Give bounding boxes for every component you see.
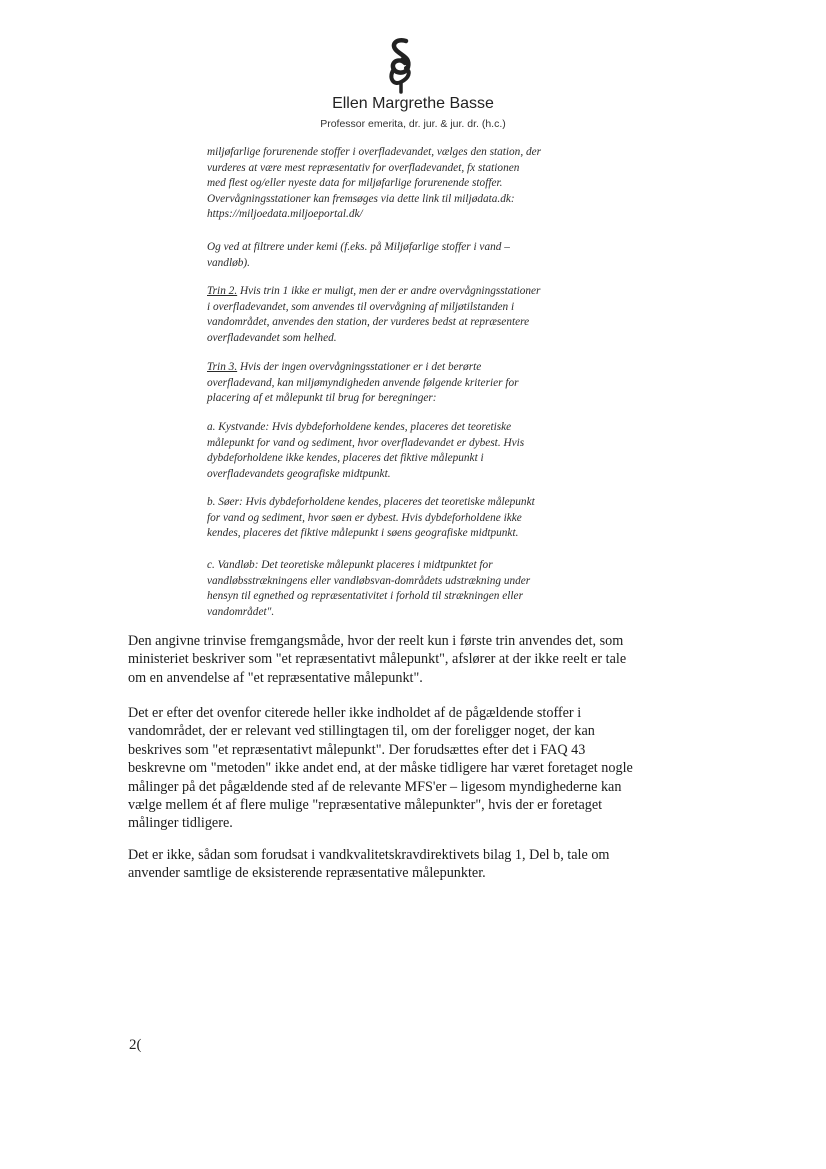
quote-line: kendes, placeres det fiktive målepunkt i søens geografiske midtpunkt. [207, 527, 519, 540]
quote-line: miljøfarlige forurenende stoffer i overfladevandet, vælges den station, der [207, 146, 542, 158]
quote-line: vurderes at være mest repræsentativ for overfladevandet, fx stationen [207, 161, 520, 174]
quote-line: overfladevandets geografiske midtpunkt. [207, 467, 391, 480]
quote-paragraph-5 [207, 420, 627, 482]
body-line: om en anvendelse af "et repræsentative målepunkt". [128, 669, 423, 686]
body-line: anvender samtlige de eksisterende repræsentative målepunkter. [128, 865, 486, 882]
quote-paragraph-7 [207, 558, 627, 620]
body-line: målinger tidligere. [128, 815, 233, 832]
body-paragraph-2 [128, 704, 708, 833]
step-label: Trin 2. [207, 285, 238, 297]
quote-line: vandløbsstrækningens eller vandløbsvan-dområdets udstrækning under [207, 574, 531, 587]
author-title: Professor emerita, dr. jur. & jur. dr. (h.c.) [320, 118, 506, 130]
quote-line: vandområdet, anvendes den station, der vurderes bedst at repræsentere [207, 316, 530, 329]
body-line: Det er efter det ovenfor citerede heller ikke indholdet af de pågældende stoffer i [128, 705, 582, 721]
body-paragraph-3 [128, 846, 708, 883]
quote-paragraph-4 [207, 360, 627, 407]
quote-line: dybdeforholdene ikke kendes, placeres det fiktive målepunkt i [207, 452, 484, 465]
body-line: Det er ikke, sådan som forudsat i vandkvalitetskravdirektivets bilag 1, Del b, tale om [128, 847, 610, 863]
quote-line: vandområdet". [207, 605, 275, 618]
body-line: ministeriet beskriver som "et repræsentativt målepunkt", afslører at der ikke reelt er tale [128, 651, 627, 668]
quote-paragraph-3 [207, 284, 627, 346]
body-line: Den angivne trinvise fremgangsmåde, hvor der reelt kun i første trin anvendes det, som [128, 633, 624, 649]
body-line: beskrives som "et repræsentativt målepunkt". Der forudsættes efter det i FAQ 43 [128, 741, 586, 758]
quote-paragraph-1 [207, 145, 627, 223]
quote-line: c. Vandløb: Det teoretiske målepunkt placeres i midtpunktet for [207, 559, 493, 571]
body-paragraph-1 [128, 632, 708, 687]
quote-paragraph-2 [207, 240, 627, 271]
quote-line: placering af et målepunkt til brug for beregninger: [207, 392, 437, 405]
quote-line: Hvis trin 1 ikke er muligt, men der er andre overvågningsstationer [237, 285, 541, 297]
quote-line: for vand og sediment, hvor søen er dybest. Hvis dybdeforholdene ikke [207, 511, 522, 524]
quote-line: b. Søer: Hvis dybdeforholdene kendes, placeres det teoretiske målepunkt [207, 496, 535, 508]
quote-line: målepunkt for vand og sediment, hvor overfladevandet er dybest. Hvis [207, 436, 525, 449]
body-line: målinger på det pågældende sted af de relevante MFS'er – ligesom myndighederne kan [128, 778, 622, 795]
quote-link: https://miljoedata.miljoeportal.dk/ [207, 208, 363, 221]
quote-line: med flest og/eller nyeste data for miljøfarlige forurenende stoffer. [207, 177, 503, 190]
quote-line: i overfladevandet, som anvendes til overvågning af miljøtilstanden i [207, 300, 515, 313]
step-label: Trin 3. [207, 361, 238, 373]
page-number: 2( [129, 1037, 142, 1053]
quote-paragraph-6 [207, 495, 627, 542]
quote-line: hensyn til egnethed og repræsentativitet i forhold til strækningen eller [207, 590, 523, 603]
body-line: vælge mellem ét af flere mulige "repræsentative målepunkter", hvis der er foretaget [128, 797, 603, 814]
quote-line: overfladevandet som helhed. [207, 331, 337, 344]
body-line: beskrevne om "metoden" ikke andet end, at der måske tidligere har været foretaget nogle [128, 760, 633, 777]
logo-icon [384, 36, 418, 94]
quote-line: vandløb). [207, 256, 250, 269]
quote-line: overfladevand, kan miljømyndigheden anvende følgende kriterier for [207, 376, 519, 389]
author-name: Ellen Margrethe Basse [332, 95, 494, 112]
quote-line: Overvågningsstationer kan fremsøges via dette link til miljødata.dk: [207, 192, 515, 205]
quote-line: Hvis der ingen overvågningsstationer er i det berørte [237, 361, 482, 373]
quote-line: a. Kystvande: Hvis dybdeforholdene kendes, placeres det teoretiske [207, 421, 512, 433]
quote-line: Og ved at filtrere under kemi (f.eks. på Miljøfarlige stoffer i vand – [207, 241, 510, 253]
body-line: vandområdet, der er relevant ved stillingtagen til, om der foreligger noget, der kan [128, 723, 595, 740]
